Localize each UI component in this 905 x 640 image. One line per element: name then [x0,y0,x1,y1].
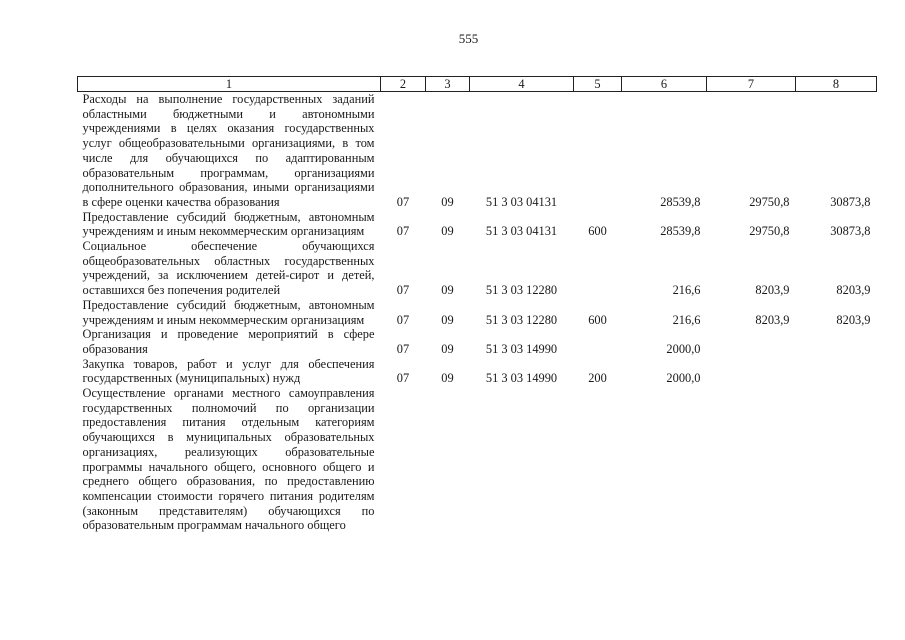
target-article-code: 51 3 03 04131 [485,194,558,209]
row-description: Предоставление субсидий бюджетным, автономным учреждениям и иным некоммерческим организациям [82,297,375,327]
section-code: 07 [396,341,410,356]
amount-year-3: 30873,8 [830,224,871,239]
amount-year-1: 2000,0 [666,371,701,386]
expense-type-code: 600 [588,224,607,239]
column-header-2: 2 [381,77,426,92]
column-header-7: 7 [707,77,796,92]
section-code [381,386,426,533]
expense-type-code [574,386,622,533]
target-article-code: 51 3 03 14990 [485,371,558,386]
section-code: 07 [396,194,410,209]
table-row [78,357,877,386]
section-code: 07 [396,283,410,298]
target-article-code: 51 3 03 04131 [485,224,558,239]
amount-year-2: 8203,9 [755,283,790,298]
table-row [78,210,877,239]
amount-year-3: 8203,9 [836,283,871,298]
amount-year-3 [796,357,877,386]
amount-year-1: 216,6 [672,283,701,298]
amount-year-2 [707,357,796,386]
section-code: 07 [396,312,410,327]
amount-year-2 [707,327,796,356]
amount-year-1: 216,6 [672,312,701,327]
subsection-code: 09 [441,283,454,298]
target-article-code [470,386,574,533]
amount-year-3 [796,327,877,356]
section-code: 07 [396,371,410,386]
subsection-code: 09 [441,341,454,356]
row-description: Закупка товаров, работ и услуг для обеспечения государственных (муниципальных) нужд [82,356,375,386]
expense-type-code [574,92,622,210]
table-row [78,298,877,327]
amount-year-2 [707,386,796,533]
table-row [78,92,877,210]
table-row [78,386,877,533]
target-article-code: 51 3 03 12280 [485,312,558,327]
amount-year-2: 29750,8 [749,224,790,239]
amount-year-3 [796,386,877,533]
column-header-4: 4 [470,77,574,92]
subsection-code: 09 [441,312,454,327]
row-description: Расходы на выполнение государственных заданий областными бюджетными и автономными учреждениями в целях оказания государственных услуг общеобразовательными организациями, в том числе для обучающихся по адаптированным образовательным программам, организациями дополнительного образования, иными организациями в сфере оценки качества образования [82,92,375,209]
amount-year-3: 8203,9 [836,312,871,327]
target-article-code: 51 3 03 12280 [485,283,558,298]
target-article-code: 51 3 03 14990 [485,341,558,356]
expense-type-code: 600 [588,312,607,327]
column-header-3: 3 [426,77,470,92]
subsection-code: 09 [441,194,454,209]
amount-year-1: 2000,0 [666,341,701,356]
amount-year-1: 28539,8 [660,224,701,239]
amount-year-3: 30873,8 [830,194,871,209]
amount-year-1: 28539,8 [660,194,701,209]
row-description: Социальное обеспечение обучающихся общеобразовательных областных государственных учреждений, за исключением детей-сирот и детей, оставшихся без попечения родителей [82,239,375,298]
budget-table [77,76,877,533]
expense-type-code [574,327,622,356]
table-row [78,239,877,298]
table-row [78,327,877,356]
expense-type-code: 200 [588,371,607,386]
amount-year-2: 8203,9 [755,312,790,327]
subsection-code [426,386,470,533]
column-header-1: 1 [78,77,381,92]
page-number: 555 [458,31,479,46]
row-description: Осуществление органами местного самоуправления государственных полномочий по организации предоставления питания отдельным категориям обучающихся в муниципальных образовательных организациях, реализующих образовательные программы начального общего, основного общего и среднего общего образования, по предоставлению компенсации стоимости горячего питания родителям (законным представителям) обучающихся по образовательным программам начального общего [82,386,375,533]
row-description: Организация и проведение мероприятий в сфере образования [82,327,375,356]
table-header-row [78,77,877,92]
subsection-code: 09 [441,224,454,239]
expense-type-code [574,239,622,298]
amount-year-2: 29750,8 [749,194,790,209]
column-header-5: 5 [574,77,622,92]
section-code: 07 [396,224,410,239]
amount-year-1 [622,386,707,533]
subsection-code: 09 [441,371,454,386]
column-header-6: 6 [622,77,707,92]
column-header-8: 8 [796,77,877,92]
row-description: Предоставление субсидий бюджетным, автономным учреждениям и иным некоммерческим организациям [82,209,375,239]
